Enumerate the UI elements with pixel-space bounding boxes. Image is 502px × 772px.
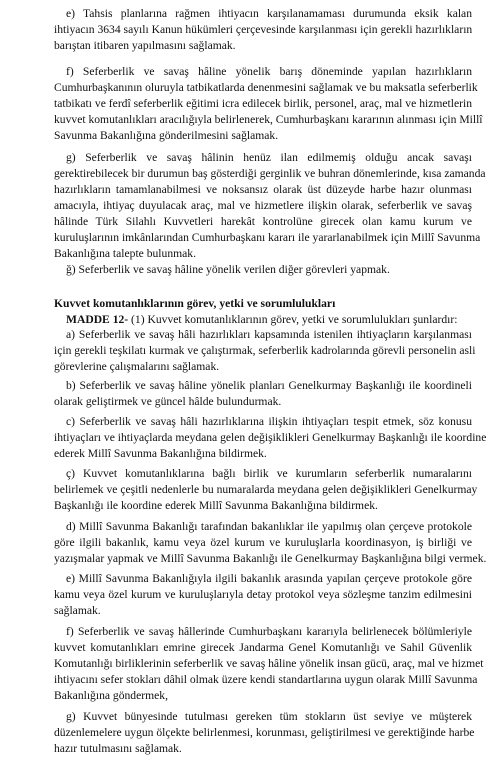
text-line: belirlemek ve çeşitli nedenlerle bu numaralarda meydana gelen değişiklikleri Genelkurmay (54, 483, 478, 496)
text-line: ğ) Seferberlik ve savaş hâline yönelik verilen diğer görevleri yapmak. (66, 263, 390, 276)
madde-label: MADDE 12- (66, 313, 129, 326)
text-line: olarak geliştirmek ve güncel hâlde bulundurmak. (54, 395, 282, 408)
text-line: b) Seferberlik ve savaş hâline yönelik planları Genelkurmay Başkanlığı ile koordineli (66, 379, 472, 392)
text-line: f) Seferberlik ve savaş hâline yönelik barış döneminde yapılan hazırlıkların (66, 65, 472, 78)
text-line: kuvvet komutanlıkları aracılığıyla belirlenerek, Cumhurbaşkanı kararının alınması için Millî (54, 113, 483, 126)
text-line: Bakanlığına talepte bulunmak. (54, 247, 196, 260)
text-line: f) Seferberlik ve savaş hâllerinde Cumhurbaşkanı kararıyla belirlenecek bölümleriyle (66, 625, 472, 638)
text-line: ç) Kuvvet komutanlıklarına bağlı birlik ve kurumların seferberlik numaralarını (66, 467, 472, 480)
text-line: barıştan itibaren yapılmasını sağlamak. (54, 39, 236, 52)
text-line: kamu veya özel kurum ve kuruluşlarıyla detay protokol veya sözleşme tanzim edilmesini (54, 588, 472, 601)
text-line: yazışmalar yapmak ve Millî Savunma Bakanlığı ile Genelkurmay Başkanlığına bilgi vermek. (54, 552, 487, 565)
text-line: gerektirebilecek bir durumun baş gösterdiği gerginlik ve buhran dönemlerinde, kısa zamanda (54, 167, 486, 180)
text-line: göre ilgili bakanlık, kamu veya özel kurum ve kuruluşlarla koordinasyon, iş birliği ve (54, 536, 472, 549)
text-line: amacıyla, ihtiyaç duyulacak araç, mal ve hizmetlere ilişkin olarak, seferberlik ve savaş (54, 199, 472, 212)
text-line: Cumhurbaşkanının oluruyla tatbikatlarda denenmesini sağlamak ve bu maksatla seferberlik (54, 81, 478, 94)
text-line: hâlinde Türk Silahlı Kuvvetleri harekât kontrolüne girecek olan kamu kurum ve (54, 215, 472, 228)
text-line: d) Millî Savunma Bakanlığı tarafından bakanlıklar ile yapılmış olan çerçeve protokole (66, 520, 472, 533)
section-heading: Kuvvet komutanlıklarının görev, yetki ve sorumlulukları (54, 297, 336, 310)
text-line: görevlerine çalışmalarını sağlamak. (54, 360, 220, 373)
text-line: Bakanlığına göndermek, (54, 689, 168, 702)
madde-intro-text: (1) Kuvvet komutanlıklarının görev, yetki ve sorumlulukları şunlardır: (128, 313, 458, 326)
text-line: Savunma Bakanlığına gönderilmesini sağlamak. (54, 129, 279, 142)
text-line: Başkanlığı ile koordine ederek Millî Savunma Bakanlığına bildirmek. (54, 499, 378, 512)
text-line: ihtiyaçları ve ihtiyaçlarda meydana gelen değişiklikleri Genelkurmay Başkanlığı ile koordine (54, 431, 487, 444)
text-line: g) Kuvvet bünyesinde tutulması gereken tüm stokların üst seviye ve müşterek (66, 710, 472, 723)
text-line: hazırlıkların tamamlanabilmesi ve noksansız olarak üst düzeyde harbe hazır olunması (54, 183, 472, 196)
text-line: için gerekli teşkilatı kurmak ve çalıştırmak, seferberlik kadrolarında görevli personelin asli (54, 344, 476, 357)
text-line: e) Millî Savunma Bakanlığıyla ilgili bakanlık arasında yapılan çerçeve protokole göre (66, 572, 472, 585)
text-line: ihtiyacın 3634 sayılı Kanun hükümleri çerçevesinde karşılanması için gerekli hazırlıkların (54, 23, 473, 36)
text-line: hazır tutulmasını sağlamak. (54, 742, 182, 755)
text-line: g) Seferberlik ve savaş hâlinin henüz ilan edilmemiş olduğu ancak savaşı (66, 151, 472, 164)
text-line: düzenlemelere uygun ölçekte belirlenmesi, korunması, geliştirilmesi ve gerektiğinde harbe (54, 726, 475, 739)
text-line: kuruluşlarının imkânlarından Cumhurbaşkanı kararı ile yararlanabilmek için Millî Savunma (54, 231, 481, 244)
text-line: sağlamak. (54, 604, 101, 617)
text-line: a) Seferberlik ve savaş hâli hazırlıkları kapsamında istenilen ihtiyaçların karşılanması (66, 328, 472, 341)
madde-line (66, 312, 472, 327)
text-line: tatbikatı ve ferdî seferberlik eğitimi icra edilecek birlik, personel, araç, mal ve hizmetlerin (54, 97, 472, 110)
text-line: e) Tahsis planlarına rağmen ihtiyacın karşılanamaması durumunda eksik kalan (66, 7, 472, 20)
text-line: Komutanlığı birliklerinin seferberlik ve savaş hâline yönelik insan gücü, araç, mal ve hizmet (54, 657, 484, 670)
text-line: ederek Millî Savunma Bakanlığına bildirmek. (54, 447, 267, 460)
text-line: kuvvet komutanlıkları emrine girecek Jandarma Genel Komutanlığı ve Sahil Güvenlik (54, 641, 472, 654)
text-line: ihtiyacını sefer stokları dâhil olmak üzere kendi standartlarına uygun olarak Millî Savunma (54, 673, 478, 686)
text-line: c) Seferberlik ve savaş hâli hazırlıklarına ilişkin ihtiyaçları tespit etmek, söz konusu (66, 415, 472, 428)
